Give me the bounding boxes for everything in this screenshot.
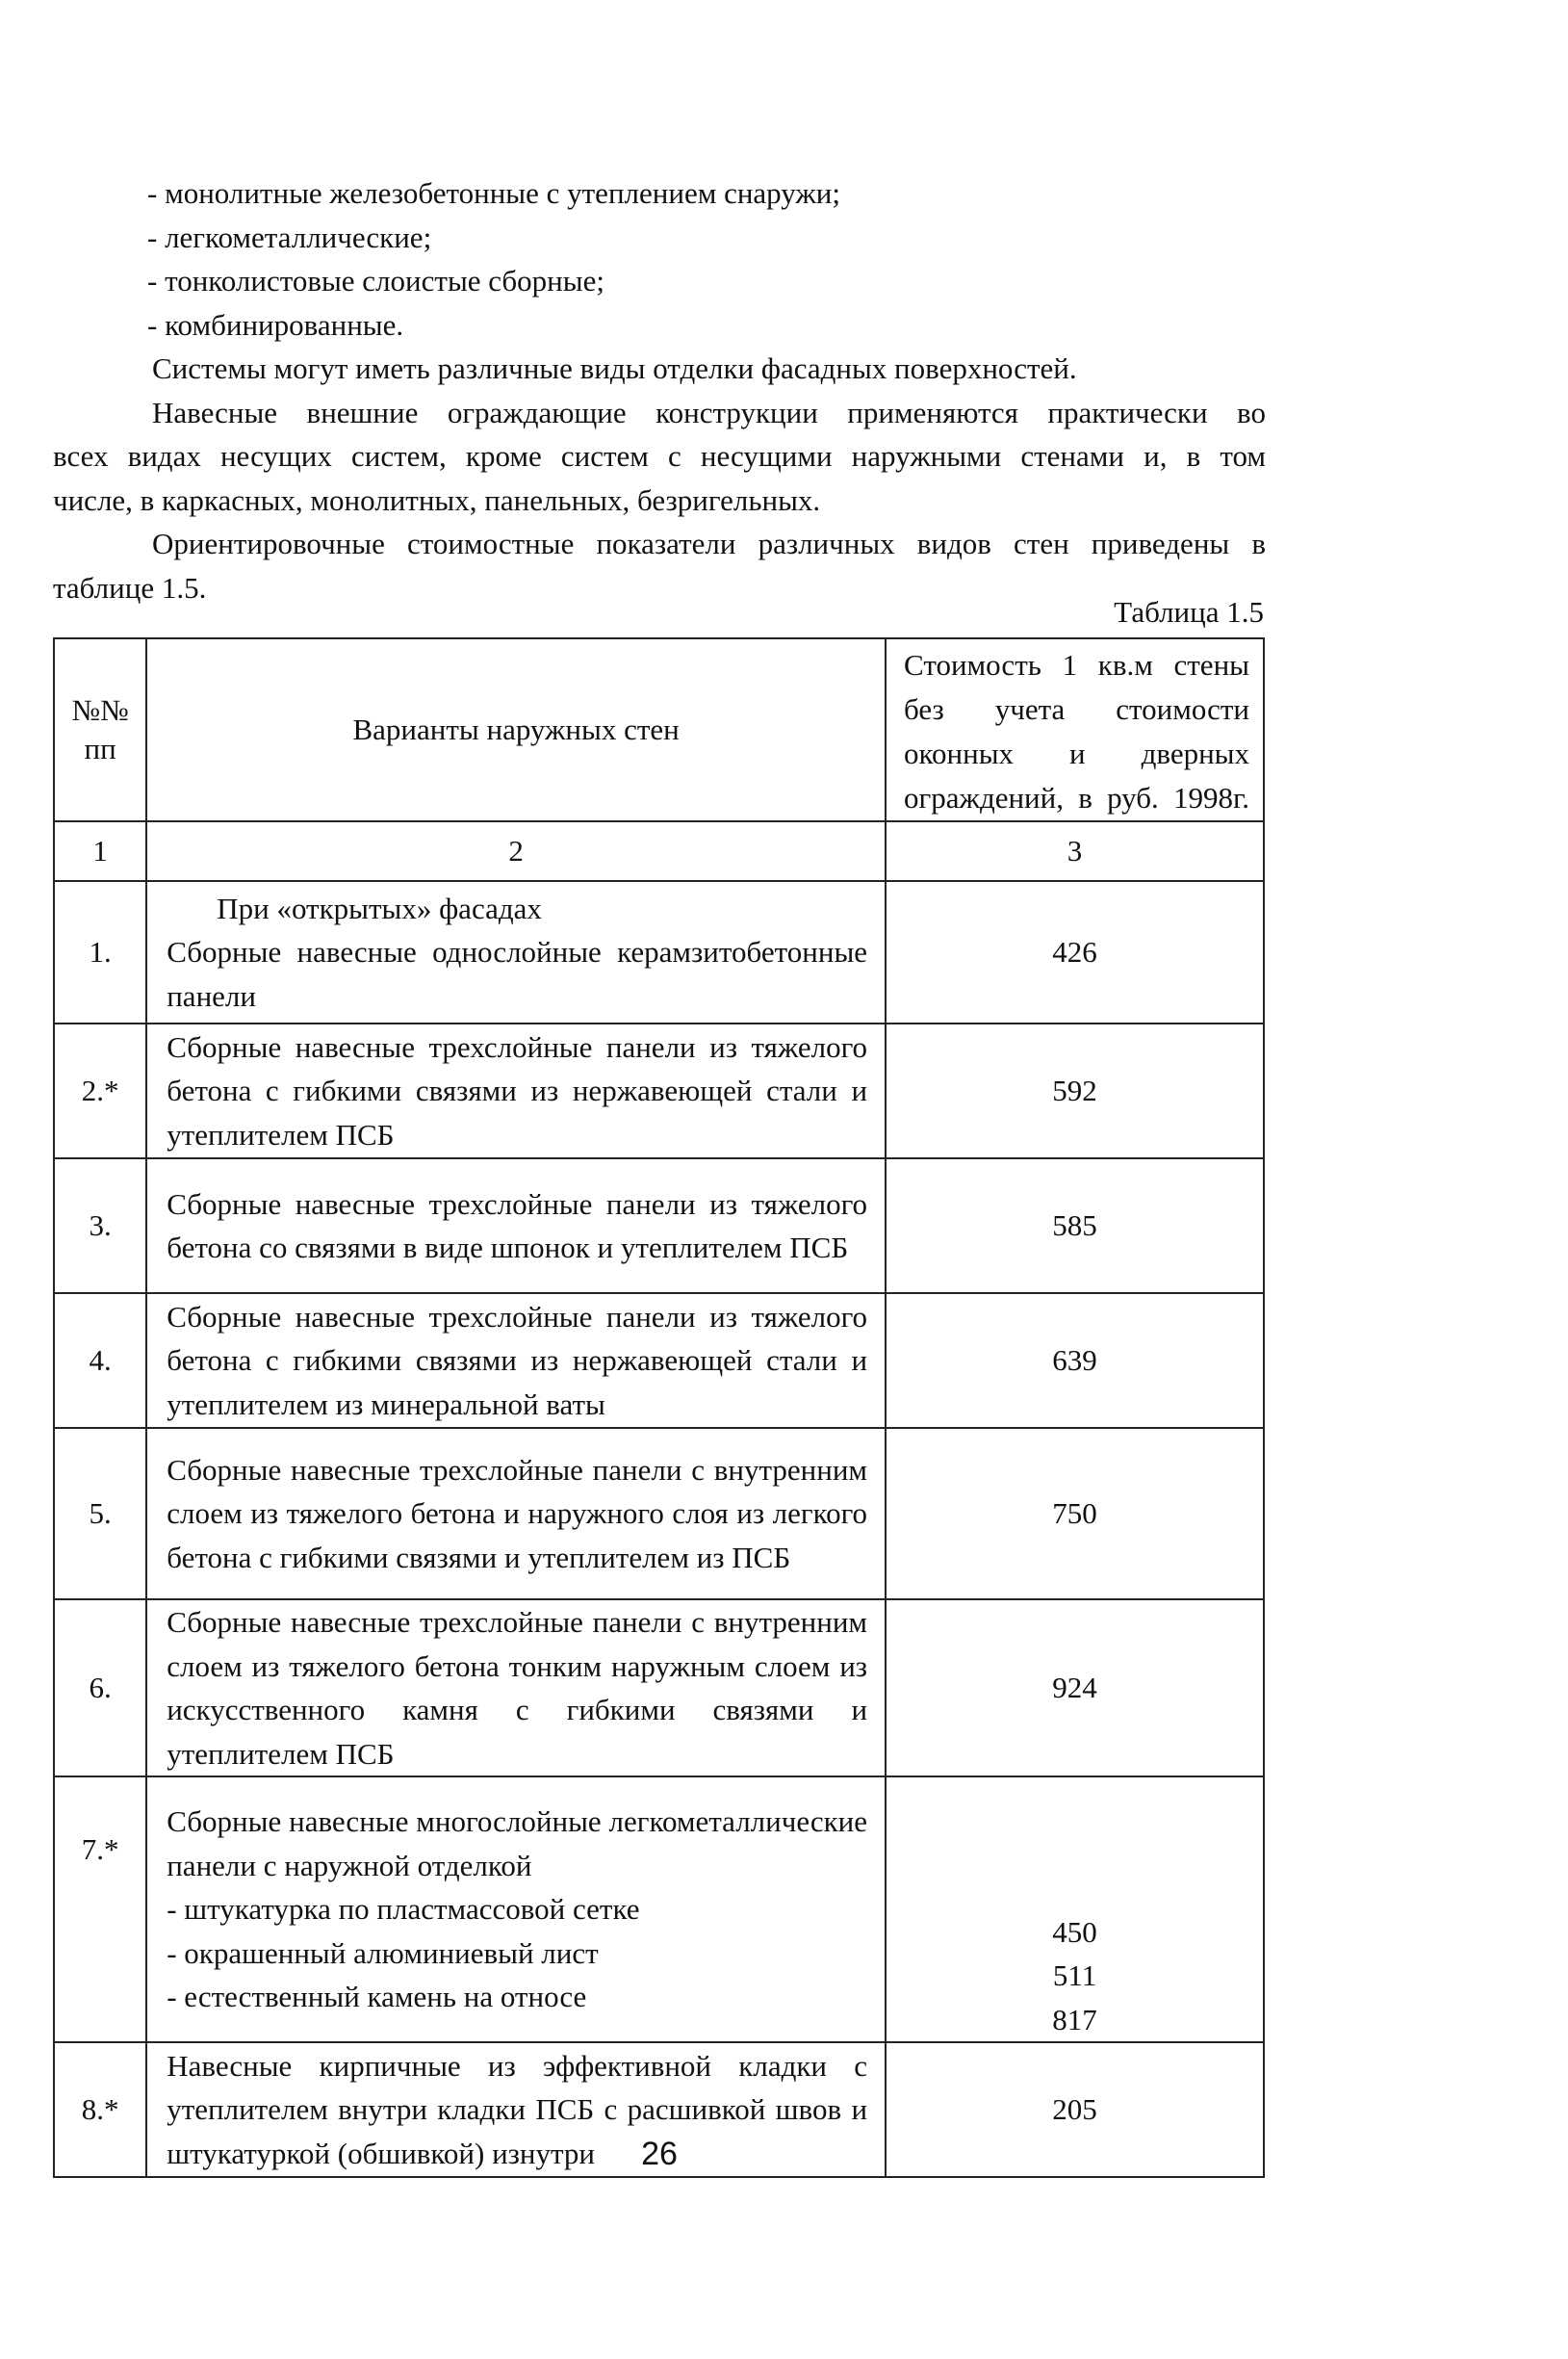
sub-item-value: 450: [1052, 1914, 1097, 1949]
row-description: Сборные навесные трехслойные панели с внутренним слоем из тяжелого бетона и наружного слоя из легкого бетона с гибкими связями и утеплителем из ПСБ: [146, 1428, 886, 1599]
row-number: 4.: [54, 1293, 146, 1428]
list-item: - легкометаллические;: [147, 220, 432, 254]
list-item: - тонколистовые слоистые сборные;: [147, 264, 604, 298]
table-row: [54, 1024, 1264, 1158]
row-number: 1.: [54, 881, 146, 1024]
row-number: 5.: [54, 1428, 146, 1599]
row-value: 585: [886, 1158, 1264, 1293]
row-value-list: [886, 1776, 1264, 2042]
row-number: 6.: [54, 1599, 146, 1776]
table-row: [54, 1428, 1264, 1599]
list-item: - комбинированные.: [147, 307, 404, 342]
row-value: 750: [886, 1428, 1264, 1599]
table-row: [54, 1776, 1264, 2042]
wall-cost-table: [53, 637, 1265, 2178]
row-value: 426: [886, 881, 1264, 1024]
paragraph-cost-line: таблице 1.5.: [53, 570, 207, 605]
row-description: [146, 881, 886, 1024]
header-num: №№ пп: [54, 638, 146, 821]
table-caption: Таблица 1.5: [1114, 595, 1264, 629]
sub-item: - штукатурка по пластмассовой сетке: [167, 1892, 640, 1927]
paragraph-finishing: Системы могут иметь различные виды отделки фасадных поверхностей.: [152, 351, 1077, 385]
intro-text: [53, 171, 1266, 609]
sub-item-value: 511: [1052, 1958, 1097, 1992]
column-index: 2: [146, 821, 886, 881]
sub-item-value: 817: [1052, 2002, 1097, 2036]
list-item: - монолитные железобетонные с утеплением снаружи;: [147, 176, 840, 210]
row-number: 8.*: [54, 2042, 146, 2177]
header-cost: Стоимость 1 кв.м стены без учета стоимости оконных и дверных ограждений, в руб. 1998г.: [886, 638, 1264, 821]
table-row: [54, 1599, 1264, 1776]
row-value: 592: [886, 1024, 1264, 1158]
row-value: 639: [886, 1293, 1264, 1428]
row-text: Сборные навесные однослойные керамзитобетонные панели: [167, 935, 868, 1013]
column-index: 1: [54, 821, 146, 881]
row-number: 2.*: [54, 1024, 146, 1158]
row-description: Навесные кирпичные из эффективной кладки с утеплителем внутри кладки ПСБ с расшивкой швов и штукатуркой (обшивкой) изнутри: [146, 2042, 886, 2177]
sub-item: - окрашенный алюминиевый лист: [167, 1935, 599, 1970]
table-row: [54, 1158, 1264, 1293]
column-index: 3: [886, 821, 1264, 881]
page-number: 26: [641, 2136, 678, 2172]
header-variant: Варианты наружных стен: [146, 638, 886, 821]
table-row: [54, 1293, 1264, 1428]
row-text: Сборные навесные многослойные легкометаллические панели с наружной отделкой: [167, 1804, 868, 1882]
paragraph-hanging-line: Навесные внешние ограждающие конструкции применяются практически во: [152, 395, 1266, 429]
row-description: Сборные навесные трехслойные панели из тяжелого бетона с гибкими связями из нержавеющей стали и утеплителем из минеральной ваты: [146, 1293, 886, 1428]
row-subtitle: При «открытых» фасадах: [217, 891, 542, 925]
paragraph-hanging-line: числе, в каркасных, монолитных, панельных, безригельных.: [53, 482, 821, 517]
column-index-row: [54, 821, 1264, 881]
sub-item: - естественный камень на относе: [167, 1980, 587, 2014]
row-description: [146, 1776, 886, 2042]
row-description: Сборные навесные трехслойные панели из тяжелого бетона с гибкими связями из нержавеющей стали и утеплителем ПСБ: [146, 1024, 886, 1158]
paragraph-cost-line: Ориентировочные стоимостные показатели различных видов стен приведены в: [152, 527, 1266, 560]
row-description: Сборные навесные трехслойные панели из тяжелого бетона со связями в виде шпонок и утеплителем ПСБ: [146, 1158, 886, 1293]
table-header-row: [54, 638, 1264, 821]
row-value: 924: [886, 1599, 1264, 1776]
table-row: [54, 881, 1264, 1024]
paragraph-hanging-line: всех видах несущих систем, кроме систем с несущими наружными стенами и, в том: [53, 439, 1266, 473]
row-number: 7.*: [54, 1776, 146, 2042]
row-value: 205: [886, 2042, 1264, 2177]
row-number: 3.: [54, 1158, 146, 1293]
row-description: Сборные навесные трехслойные панели с внутренним слоем из тяжелого бетона тонким наружным слоем из искусственного камня с гибкими связями и утеплителем ПСБ: [146, 1599, 886, 1776]
